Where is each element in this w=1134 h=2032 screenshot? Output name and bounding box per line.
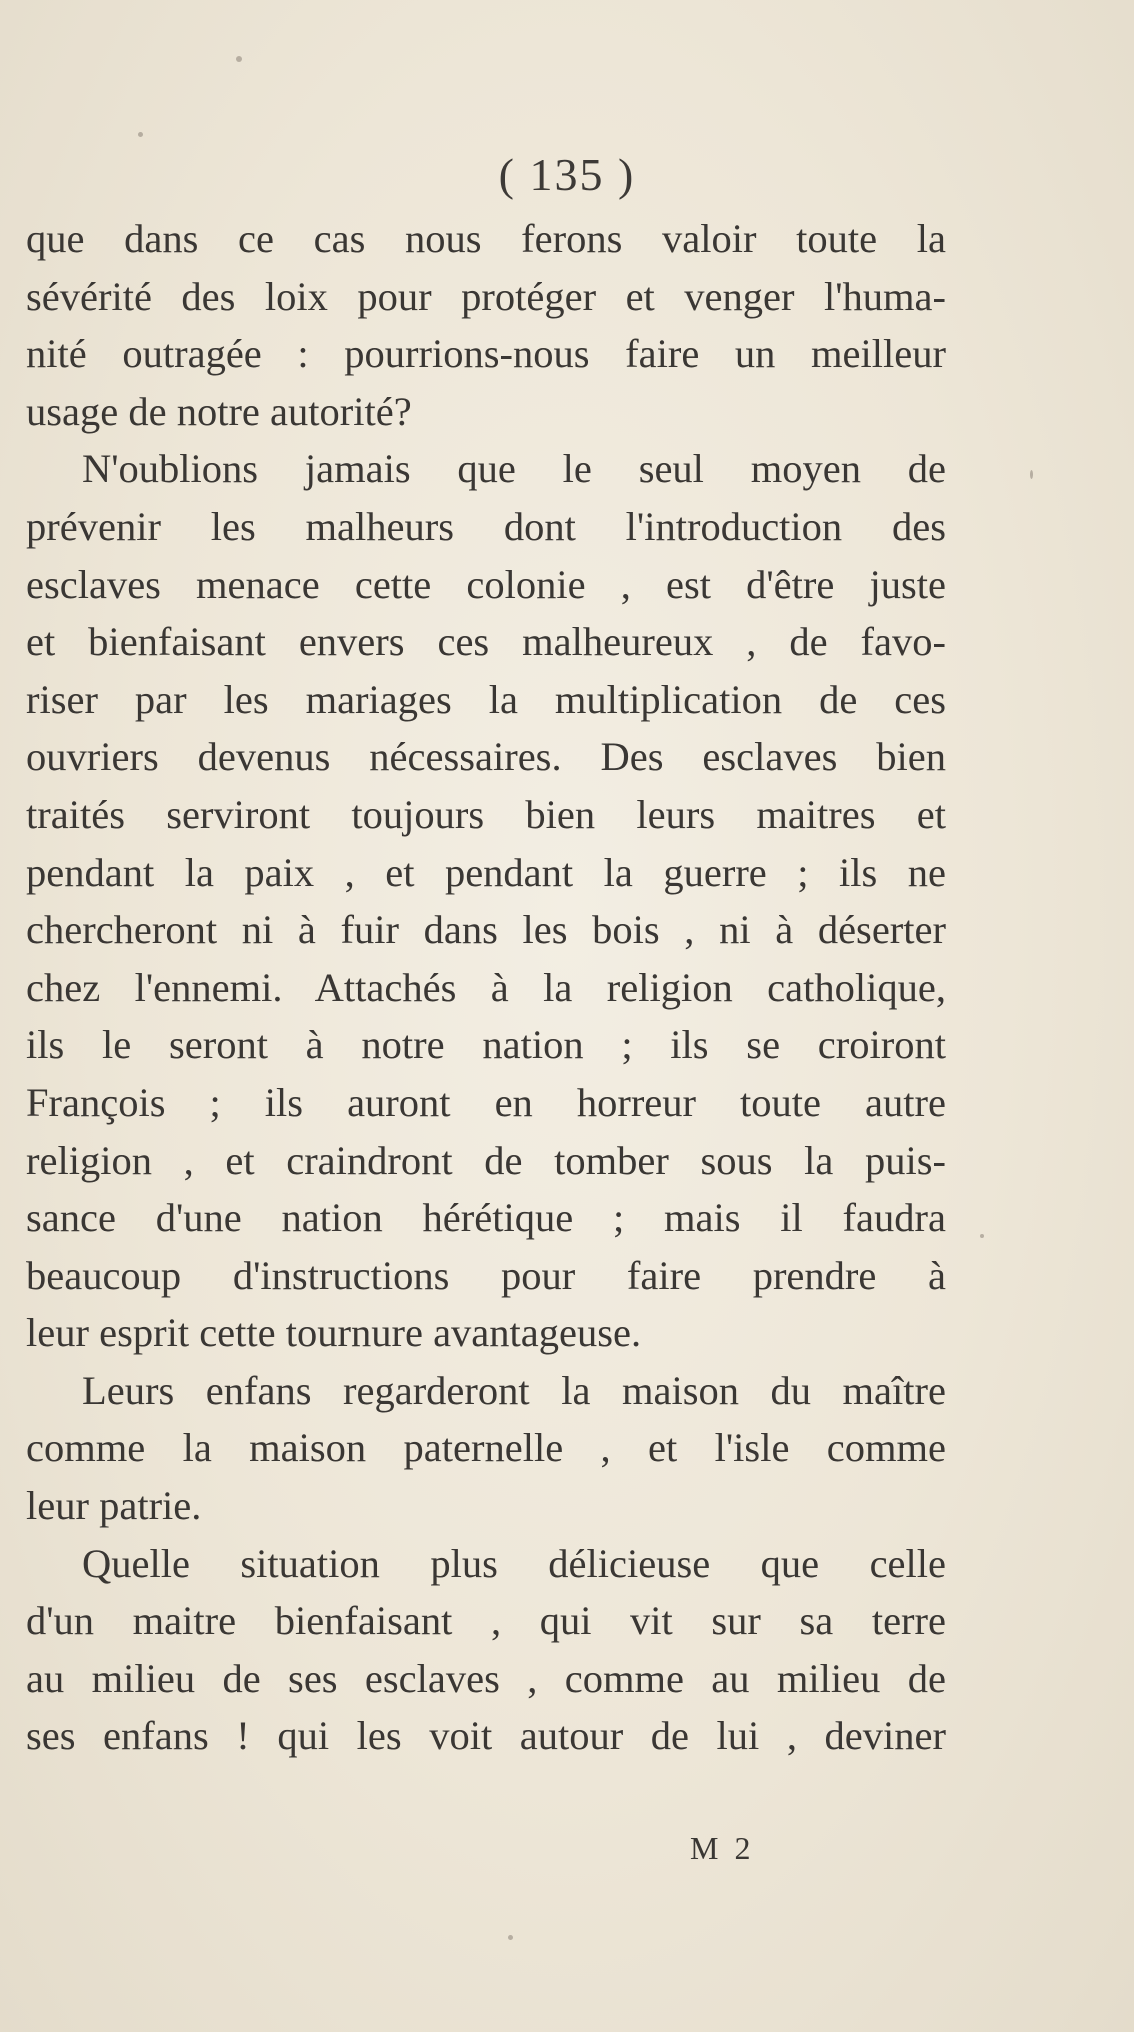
text-line: N'oublions jamais que le seul moyen de xyxy=(82,446,946,492)
text-line: chercheront ni à fuir dans les bois , ni à déserter xyxy=(26,907,946,953)
text-line: comme la maison paternelle , et l'isle comme xyxy=(26,1425,946,1471)
text-line: ses enfans ! qui les voit autour de lui , deviner xyxy=(26,1713,946,1759)
text-line: traités serviront toujours bien leurs maitres et xyxy=(26,791,946,837)
text-line: sévérité des loix pour protéger et venger l'huma- xyxy=(26,273,946,319)
text-line: Quelle situation plus délicieuse que celle xyxy=(82,1540,946,1586)
text-line: nité outragée : pourrions-nous faire un meilleur xyxy=(26,331,946,377)
text-line: d'un maitre bienfaisant , qui vit sur sa terre xyxy=(26,1598,946,1644)
text-line: ils le seront à notre nation ; ils se croiront xyxy=(26,1022,946,1068)
page-number: ( 135 ) xyxy=(498,149,636,200)
text-line: et bienfaisant envers ces malheureux , de favo- xyxy=(26,619,946,665)
text-line: pendant la paix , et pendant la guerre ; ils ne xyxy=(26,849,946,895)
paper-spot xyxy=(236,56,242,62)
text-line: Leurs enfans regarderont la maison du maître xyxy=(82,1367,946,1413)
signature-mark: M 2 xyxy=(690,1830,755,1866)
text-line: riser par les mariages la multiplication de ces xyxy=(26,676,946,722)
text-line: usage de notre autorité? xyxy=(26,388,412,434)
text-line: au milieu de ses esclaves , comme au milieu de xyxy=(26,1655,946,1701)
text-line: leur esprit cette tournure avantageuse. xyxy=(26,1310,642,1356)
paper-spot xyxy=(138,132,143,137)
text-line: leur patrie. xyxy=(26,1483,202,1529)
text-line: ouvriers devenus nécessaires. Des esclaves bien xyxy=(26,734,946,780)
text-line: que dans ce cas nous ferons valoir toute la xyxy=(26,216,946,261)
text-line: esclaves menace cette colonie , est d'être juste xyxy=(26,561,946,607)
text-line: beaucoup d'instructions pour faire prendre à xyxy=(26,1252,946,1298)
text-line: sance d'une nation hérétique ; mais il faudra xyxy=(26,1195,946,1241)
paper-spot xyxy=(980,1234,984,1238)
paper-spot xyxy=(1030,470,1033,479)
body-text xyxy=(26,210,946,1765)
text-line: prévenir les malheurs dont l'introduction des xyxy=(26,503,946,549)
text-line: chez l'ennemi. Attachés à la religion catholique, xyxy=(26,964,946,1010)
text-line: religion , et craindront de tomber sous la puis- xyxy=(26,1137,946,1183)
paper-spot xyxy=(508,1935,513,1940)
text-line: François ; ils auront en horreur toute autre xyxy=(26,1079,946,1125)
